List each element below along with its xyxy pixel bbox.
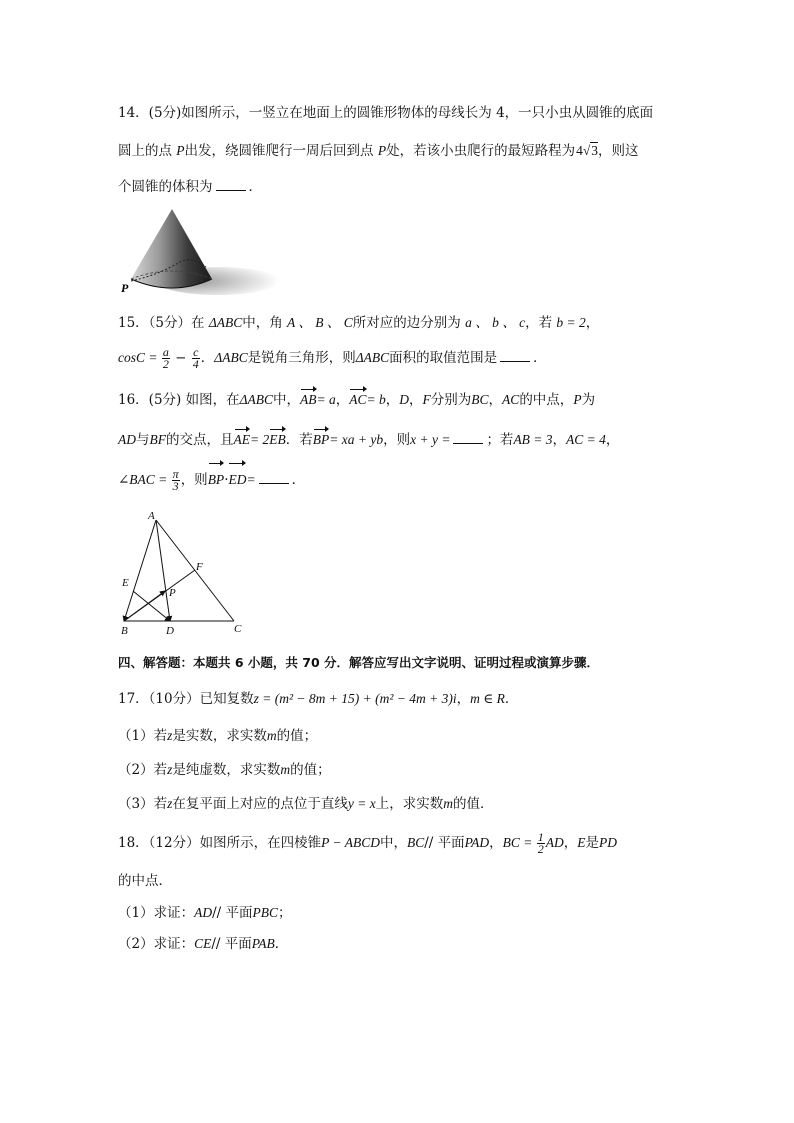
vector-AB: AB bbox=[300, 390, 317, 410]
q16-line1: 16．(5分) 如图，在ΔABC中，AB= a，AC= b，D，F分别为BC，AC的中点，P为 bbox=[118, 392, 596, 408]
vector-ED: ED bbox=[228, 464, 246, 496]
vector-BP: BP bbox=[208, 464, 225, 496]
answer-blank-dot bbox=[259, 471, 289, 484]
cone-point-label: P bbox=[121, 281, 129, 295]
q17-part2: （2）若z是纯虚数，求实数m的值； bbox=[118, 762, 331, 778]
q18-line1: 18．（12分）如图所示，在四棱锥P − ABCD中，BC// 平面PAD，BC = $\frac{1}{2}$ AD，E是PD bbox=[118, 830, 618, 856]
answer-blank bbox=[500, 349, 530, 362]
vector-AE: AE bbox=[234, 430, 251, 450]
fraction-a-over-2: $\frac{a}{2}$ bbox=[162, 345, 169, 371]
q17-part3: （3）若z在复平面上对应的点位于直线y = x上，求实数m的值． bbox=[118, 796, 494, 812]
triangle-figure bbox=[112, 508, 252, 638]
q14-line3: 个圆锥的体积为 ． bbox=[118, 179, 262, 195]
q17-line1: 17．（10分）已知复数z = (m² − 8m + 15) + (m² − 4m + 3)i，m ∈ R． bbox=[118, 691, 519, 707]
label-P: P bbox=[169, 587, 176, 599]
q15-line1: 15．（5分）在 ΔABC中，角 A 、 B 、 C所对应的边分别为 a 、 b 、 c，若 b = 2， bbox=[118, 315, 600, 331]
q14-line2: 圆上的点 P出发，绕圆锥爬行一周后回到点 P处，若该小虫爬行的最短路程为4√3，则这 bbox=[118, 143, 639, 159]
answer-blank-xy bbox=[453, 431, 483, 444]
label-F: F bbox=[196, 561, 203, 573]
vector-AC: AC bbox=[349, 390, 366, 410]
vector-BP: BP bbox=[313, 430, 330, 450]
label-E: E bbox=[122, 577, 129, 589]
shortest-path-value: 4√3 bbox=[576, 143, 599, 158]
label-D: D bbox=[166, 625, 174, 637]
fraction-one-half: $\frac{1}{2}$ bbox=[537, 830, 544, 856]
q15-line2: cosC = $\frac{a}{2}$ − $\frac{c}{4}$ ．ΔABC是锐角三角形，则ΔABC面积的取值范围是 ． bbox=[118, 345, 547, 371]
q16-line3: ∠BAC = $\frac{\pi}{3}$ ，则BP·ED= ． bbox=[118, 464, 305, 496]
cone-body bbox=[131, 209, 212, 288]
section-heading: 四、解答题：本题共 6 小题，共 70 分．解答应写出文字说明、证明过程或演算步骤． bbox=[118, 655, 600, 670]
label-A: A bbox=[148, 510, 155, 522]
cone-figure bbox=[118, 205, 288, 300]
fraction-c-over-4: $\frac{c}{4}$ bbox=[192, 345, 199, 371]
segment-BP bbox=[124, 591, 165, 621]
answer-blank bbox=[216, 178, 246, 191]
q14-line1: 14．(5分)如图所示，一竖立在地面上的圆锥形物体的母线长为 4，一只小虫从圆锥的底面 bbox=[118, 105, 654, 121]
segment-ED bbox=[133, 591, 170, 621]
q18-part2: （2）求证：CE// 平面PAB． bbox=[118, 936, 289, 952]
vector-EB: EB bbox=[269, 430, 286, 450]
q16-line2: AD与BF的交点，且AE= 2EB．若BP= xa + yb，则x + y = ；若AB = 3，AC = 4， bbox=[118, 432, 620, 448]
fraction-pi-over-3: $\frac{\pi}{3}$ bbox=[172, 467, 179, 493]
label-B: B bbox=[121, 625, 128, 637]
q18-part1: （1）求证：AD// 平面PBC； bbox=[118, 905, 292, 921]
label-C: C bbox=[234, 623, 242, 635]
q17-part1: （1）若z是实数，求实数m的值； bbox=[118, 728, 318, 744]
q18-line2: 的中点． bbox=[118, 873, 172, 889]
